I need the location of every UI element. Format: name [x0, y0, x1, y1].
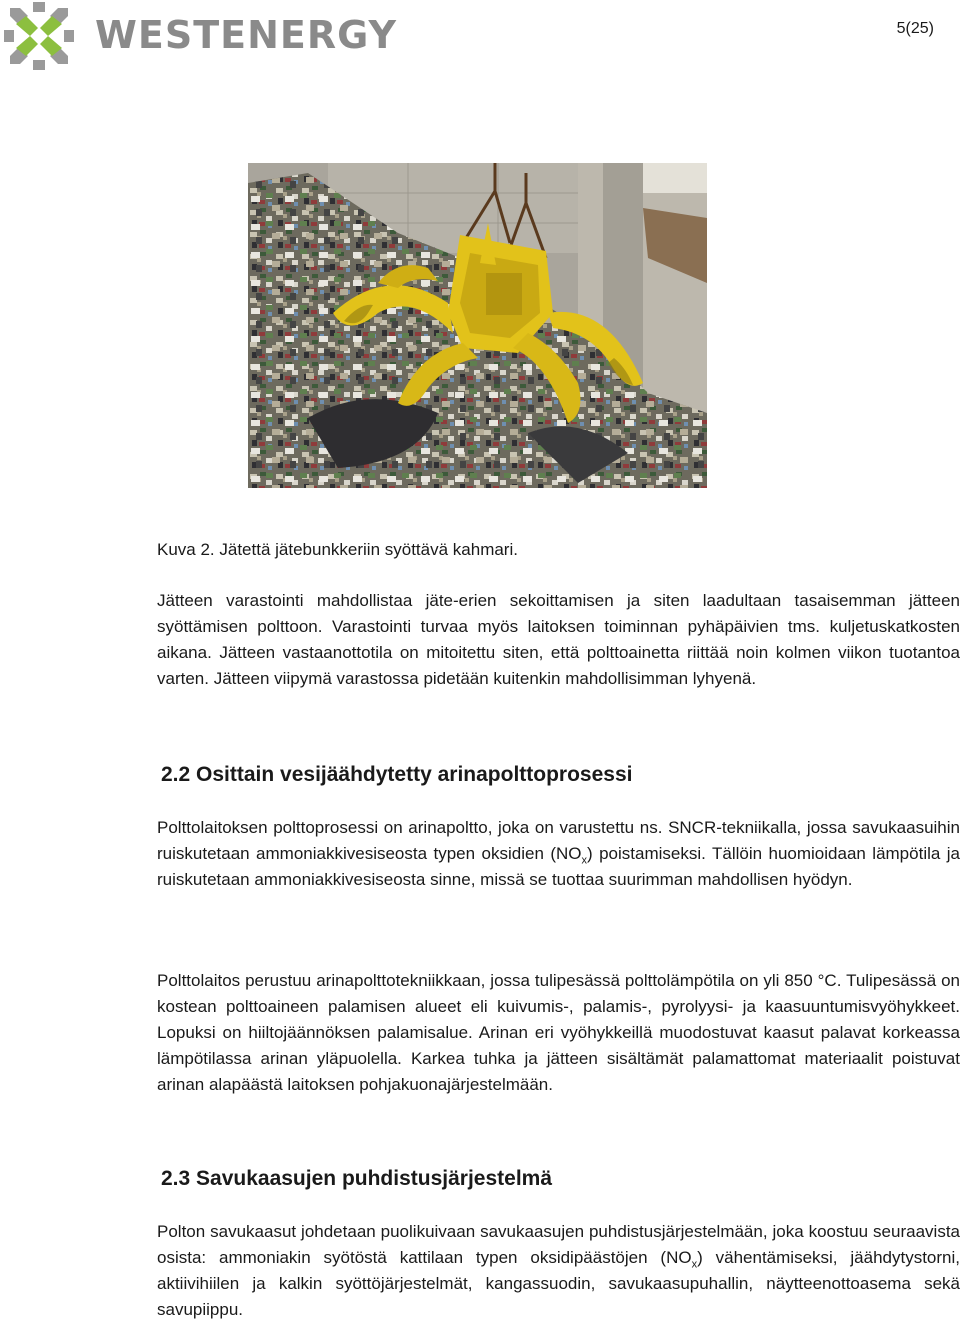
paragraph-storage: Jätteen varastointi mahdollistaa jäte-erien sekoittamisen ja siten laadultaan tasaisemman jätteen syöttämisen polttoon. Varastointi turvaa myös laitoksen toiminnan pyhäpäivien tms. kuljetuskatkosten aikana. Jätteen vastaanottotila on mitoitettu siten, että polttoainetta riittää noin kolmen viikon tuotantoa varten. Jätteen viipymä varastossa pidetään kuitenkin mahdollisimman lyhyenä. — [157, 591, 960, 688]
figure-caption: Kuva 2. Jätettä jätebunkkeriin syöttävä kahmari. — [157, 540, 518, 559]
paragraph-combustion-text-a: Polttolaitoksen polttoprosessi on arinapoltto, joka on varustettu ns. SNCR-tekniikalla, jossa savukaasuihin ruiskutetaan ammoniakkivesiseosta typen oksidien (NO — [157, 818, 960, 863]
westenergy-logo-icon — [4, 2, 74, 70]
paragraph-flue-text-a: Polton savukaasut johdetaan puolikuivaan savukaasujen puhdistusjärjestelmään, joka koostuu seuraavista osista: ammoniakin syötöstä kattilaan typen oksidipäästöjen (NO — [157, 1222, 960, 1267]
paragraph-combustion-process — [157, 815, 960, 893]
paragraph-flue-gas-cleaning — [157, 1219, 960, 1323]
paragraph-flue-text-b: ) vähentämiseksi, jäähdytystorni, aktiivihiilen ja kalkin syöttöjärjestelmät, kangassuodin, savukaasupuhallin, näytteenottoasema sekä savupiippu. — [157, 1248, 960, 1319]
section-heading-2-3: 2.3 Savukaasujen puhdistusjärjestelmä — [161, 1167, 553, 1190]
nox-subscript: x — [691, 1258, 698, 1271]
section-heading-2-2: 2.2 Osittain vesijäähdytetty arinapolttoprosessi — [161, 763, 633, 786]
page-number: 5(25) — [896, 20, 934, 37]
brand-name: WESTENERGY — [95, 13, 398, 57]
paragraph-combustion-text-b: ) poistamiseksi. Tällöin huomioidaan lämpötila ja ruiskutetaan ammoniakkivesiseosta sinne, missä se tuottaa suurimman mahdollisen hyödyn. — [157, 844, 960, 889]
paragraph-grate-technology: Polttolaitos perustuu arinapolttotekniikkaan, jossa tulipesässä polttolämpötila on yli 850 °C. Tulipesässä on kostean polttoaineen palamisen alueet eli kuivumis-, palamis-, pyrolyysi- ja kaasuuntumisvyöhykkeet. Lopuksi on hiiltojäännöksen palamisalue. Arinan eri vyöhykkeillä muodostuvat kaasut palavat korkeassa lämpötilassa arinan yläpuolella. Karkea tuhka ja jätteen sisältämät palamattomat materiaalit poistuvat arinan alapäästä laitoksen pohjakuonajärjestelmään. — [157, 971, 960, 1094]
nox-subscript: x — [581, 854, 587, 867]
waste-grab-photo — [248, 163, 707, 488]
